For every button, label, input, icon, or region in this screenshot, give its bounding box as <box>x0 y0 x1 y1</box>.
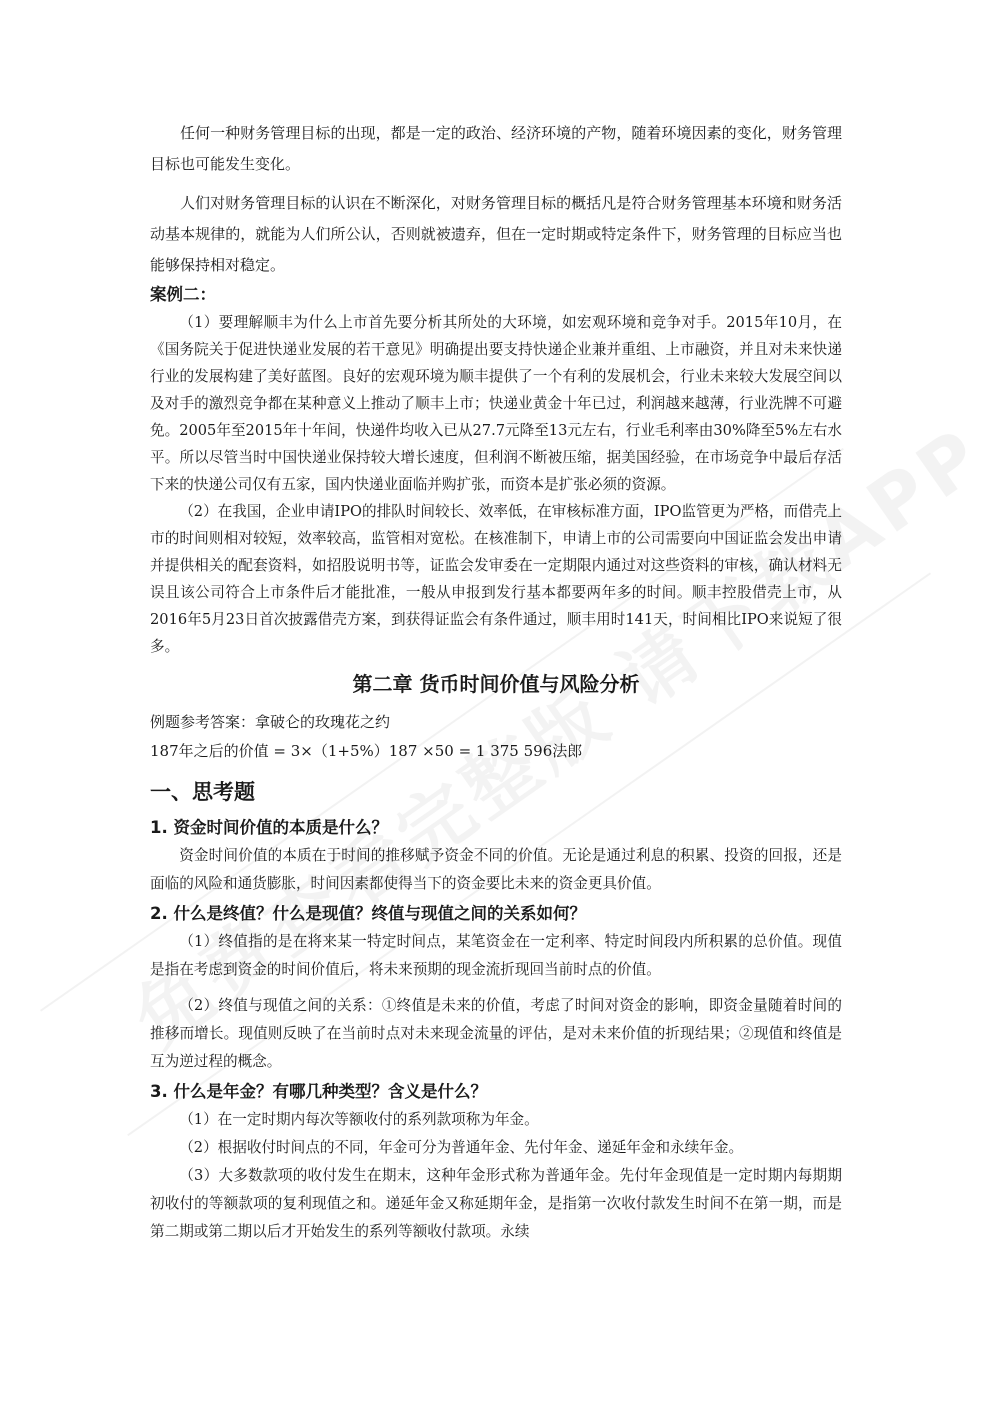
document-page <box>150 118 842 1246</box>
case-2-paragraph-2: （2）在我国，企业申请IPO的排队时间较长、效率低，在审核标准方面，IPO监管更为严格，而借壳上市的时间则相对较短，效率较高，监管相对宽松。在核准制下，申请上市的公司需要向中国证监会发出申请并提供相关的配套资料，如招股说明书等，证监会发审委在一定期限内通过对这些资料的审核，确认材料无误且该公司符合上市条件后才能批准，一般从申报到发行基本都要两年多的时间。顺丰控股借壳上市，从2016年5月23日首次披露借壳方案，到获得证监会有条件通过，顺丰用时141天，时间相比IPO来说短了很多。 <box>150 503 842 655</box>
section-title: 一、思考题 <box>150 780 255 804</box>
intro-paragraph-2: 人们对财务管理目标的认识在不断深化，对财务管理目标的概括凡是符合财务管理基本环境和财务活动基本规律的，就能为人们所公认，否则就被遗弃，但在一定时期或特定条件下，财务管理的目标应当也能够保持相对稳定。 <box>150 194 842 274</box>
question-3-title: 3. 什么是年金？有哪几种类型？含义是什么？ <box>150 1082 487 1101</box>
question-2-title: 2. 什么是终值？什么是现值？终值与现值之间的关系如何？ <box>150 904 586 923</box>
case-2-paragraph-1: （1）要理解顺丰为什么上市首先要分析其所处的大环境，如宏观环境和竞争对手。2015年10月，在《国务院关于促进快递业发展的若干意见》明确提出要支持快递企业兼并重组、上市融资，并且对未来快递行业的发展构建了美好蓝图。良好的宏观环境为顺丰提供了一个有利的发展机会，行业未来较大发展空间以及对手的激烈竞争都在某种意义上推动了顺丰上市；快递业黄金十年已过，利润越来越薄，行业洗牌不可避免。2005年至2015年十年间，快递件均收入已从27.7元降至13元左右，行业毛利率由30%降至5%左右水平。所以尽管当时中国快递业保持较大增长速度，但利润不断被压缩，据美国经验，在市场竞争中最后存活下来的快递公司仅有五家，国内快递业面临并购扩张，而资本是扩张必须的资源。 <box>150 314 842 493</box>
question-1-title: 1. 资金时间价值的本质是什么？ <box>150 818 388 837</box>
intro-paragraph-1: 任何一种财务管理目标的出现，都是一定的政治、经济环境的产物，随着环境因素的变化，财务管理目标也可能发生变化。 <box>150 124 842 173</box>
question-3-answer-2: （2）根据收付时间点的不同，年金可分为普通年金、先付年金、递延年金和永续年金。 <box>179 1139 744 1156</box>
chapter-title: 第二章 货币时间价值与风险分析 <box>352 672 640 696</box>
question-2-answer-2: （2）终值与现值之间的关系：①终值是未来的价值，考虑了时间对资金的影响，即资金量随着时间的推移而增长。现值则反映了在当前时点对未来现金流量的评估，是对未来价值的折现结果；②现值和终值是互为逆过程的概念。 <box>150 997 842 1070</box>
example-answer-formula: 187年之后的价值 = 3×（1+5%）187 ×50 = 1 375 596法郎 <box>150 742 583 760</box>
question-3-answer-1: （1）在一定时期内每次等额收付的系列款项称为年金。 <box>179 1111 539 1128</box>
example-answer-title: 例题参考答案：拿破仑的玫瑰花之约 <box>150 713 391 731</box>
question-2-answer-1: （1）终值指的是在将来某一特定时间点，某笔资金在一定利率、特定时间段内所积累的总价值。现值是指在考虑到资金的时间价值后，将未来预期的现金流折现回当前时点的价值。 <box>150 933 842 978</box>
question-3-answer-3: （3）大多数款项的收付发生在期末，这种年金形式称为普通年金。先付年金现值是一定时期内每期期初收付的等额款项的复利现值之和。递延年金又称延期年金，是指第一次收付款发生时间不在第一期，而是第二期或第二期以后才开始发生的系列等额收付款项。永续 <box>150 1167 842 1240</box>
question-1-answer: 资金时间价值的本质在于时间的推移赋予资金不同的价值。无论是通过利息的积累、投资的回报，还是面临的风险和通货膨胀，时间因素都使得当下的资金要比未来的资金更具价值。 <box>150 847 842 892</box>
case-2-title: 案例二： <box>150 285 216 304</box>
